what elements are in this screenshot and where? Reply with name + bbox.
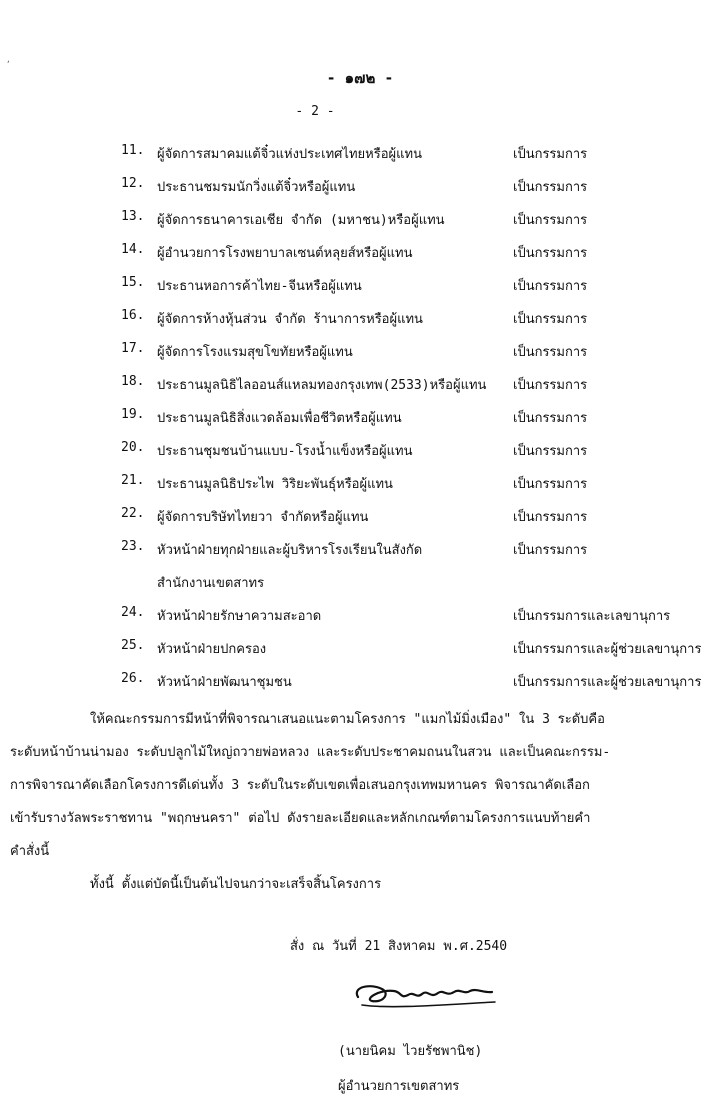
effective-line: ทั้งนี้ ตั้งแต่บัดนี้เป็นต้นไปจนกว่าจะเสร็จสิ้นโครงการ (90, 877, 382, 892)
member-role: เป็นกรรมการ (513, 312, 588, 327)
member-role: เป็นกรรมการและผู้ช่วยเลขานุการ (513, 642, 702, 657)
member-name: ผู้อำนวยการโรงพยาบาลเซนต์หลุยส์หรือผู้แทน (157, 246, 413, 261)
signature-graphic (350, 975, 500, 1015)
paragraph-line: ระดับหน้าบ้านน่ามอง ระดับปลูกไม้ใหญ่ถวายพ่อหลวง และระดับประชาคมถนนในสวน และเป็นคณะกรรม- (10, 745, 611, 760)
list-item (0, 308, 720, 330)
member-name: ประธานมูลนิธิประไพ วิริยะพันธุ์หรือผู้แทน (157, 477, 393, 492)
member-role: เป็นกรรมการ (513, 345, 588, 360)
item-number: 13. (121, 209, 145, 224)
member-role: เป็นกรรมการ (513, 213, 588, 228)
list-item (0, 506, 720, 528)
item-number: 23. (121, 539, 145, 554)
item-number: 18. (121, 374, 145, 389)
member-name: หัวหน้าฝ่ายปกครอง (157, 642, 267, 657)
list-item (0, 341, 720, 363)
member-name: ผู้จัดการห้างหุ้นส่วน จำกัด ร้านาการหรือผู้แทน (157, 312, 423, 327)
list-item (0, 275, 720, 297)
member-name: ประธานมูลนิธิสิ่งแวดล้อมเพื่อชีวิตหรือผู้แทน (157, 411, 402, 426)
item-number: 14. (121, 242, 145, 257)
paragraph-line: การพิจารณาคัดเลือกโครงการดีเด่นทั้ง 3 ระดับในระดับเขตเพื่อเสนอกรุงเทพมหานคร พิจารณาคัดเลือก (10, 778, 590, 793)
signer-title: ผู้อำนวยการเขตสาทร (338, 1079, 460, 1094)
list-item (0, 440, 720, 462)
member-role: เป็นกรรมการ (513, 246, 588, 261)
item-number: 17. (121, 341, 145, 356)
list-item (0, 671, 720, 693)
page-number: - 2 - (295, 104, 335, 119)
member-role: เป็นกรรมการและเลขานุการ (513, 609, 671, 624)
list-item (0, 176, 720, 198)
item-number: 20. (121, 440, 145, 455)
member-name-continuation: สำนักงานเขตสาทร (157, 576, 265, 591)
order-date: สั่ง ณ วันที่ 21 สิงหาคม พ.ศ.2540 (290, 939, 508, 954)
list-item (0, 209, 720, 231)
list-item (0, 407, 720, 429)
member-name: ผู้จัดการธนาคารเอเชีย จำกัด (มหาชน)หรือผู้แทน (157, 213, 445, 228)
member-name: ผู้จัดการบริษัทไทยวา จำกัดหรือผู้แทน (157, 510, 369, 525)
signer-name: (นายนิคม ไวยรัชพานิช) (338, 1044, 483, 1059)
item-number: 16. (121, 308, 145, 323)
archive-page-number: - ๑๗๒ - (326, 69, 394, 87)
member-name: ผู้จัดการโรงแรมสุขโขทัยหรือผู้แทน (157, 345, 353, 360)
item-number: 11. (121, 143, 145, 158)
member-name: ผู้จัดการสมาคมแต้จิ๋วแห่งประเทศไทยหรือผู้แทน (157, 147, 422, 162)
scan-mark: , (6, 55, 11, 64)
member-role: เป็นกรรมการ (513, 510, 588, 525)
paragraph-line: ให้คณะกรรมการมีหน้าที่พิจารณาเสนอแนะตามโครงการ "แมกไม้มิ่งเมือง" ใน 3 ระดับคือ (90, 712, 605, 727)
item-number: 21. (121, 473, 145, 488)
item-number: 19. (121, 407, 145, 422)
member-name: หัวหน้าฝ่ายพัฒนาชุมชน (157, 675, 292, 690)
list-item (0, 605, 720, 627)
member-role: เป็นกรรมการ (513, 180, 588, 195)
member-name: หัวหน้าฝ่ายทุกฝ่ายและผู้บริหารโรงเรียนในสังกัด (157, 543, 423, 558)
list-item (0, 539, 720, 561)
member-name: ประธานหอการค้าไทย-จีนหรือผู้แทน (157, 279, 362, 294)
paragraph-line: คำสั่งนี้ (10, 844, 50, 859)
member-role: เป็นกรรมการ (513, 444, 588, 459)
list-item (0, 374, 720, 396)
list-item (0, 473, 720, 495)
member-name: ประธานชมรมนักวิ่งแต้จิ๋วหรือผู้แทน (157, 180, 356, 195)
member-role: เป็นกรรมการ (513, 147, 588, 162)
list-item (0, 242, 720, 264)
item-number: 25. (121, 638, 145, 653)
item-number: 24. (121, 605, 145, 620)
member-role: เป็นกรรมการ (513, 378, 588, 393)
signature (350, 975, 500, 1019)
list-item (0, 638, 720, 660)
member-role: เป็นกรรมการและผู้ช่วยเลขานุการ (513, 675, 702, 690)
member-name: ประธานมูลนิธิไลออนส์แหลมทองกรุงเทพ(2533)หรือผู้แทน (157, 378, 487, 393)
item-number: 12. (121, 176, 145, 191)
member-role: เป็นกรรมการ (513, 477, 588, 492)
member-name: หัวหน้าฝ่ายรักษาความสะอาด (157, 609, 322, 624)
item-number: 15. (121, 275, 145, 290)
list-item (0, 143, 720, 165)
item-number: 22. (121, 506, 145, 521)
member-role: เป็นกรรมการ (513, 411, 588, 426)
list-item-continuation (0, 572, 720, 594)
paragraph-line: เข้ารับรางวัลพระราชทาน "พฤกษนครา" ต่อไป ดังรายละเอียดและหลักเกณฑ์ตามโครงการแนบท้ายคำ (10, 811, 591, 826)
member-role: เป็นกรรมการ (513, 543, 588, 558)
member-role: เป็นกรรมการ (513, 279, 588, 294)
item-number: 26. (121, 671, 145, 686)
member-name: ประธานชุมชนบ้านแบบ-โรงน้ำแข็งหรือผู้แทน (157, 444, 413, 459)
